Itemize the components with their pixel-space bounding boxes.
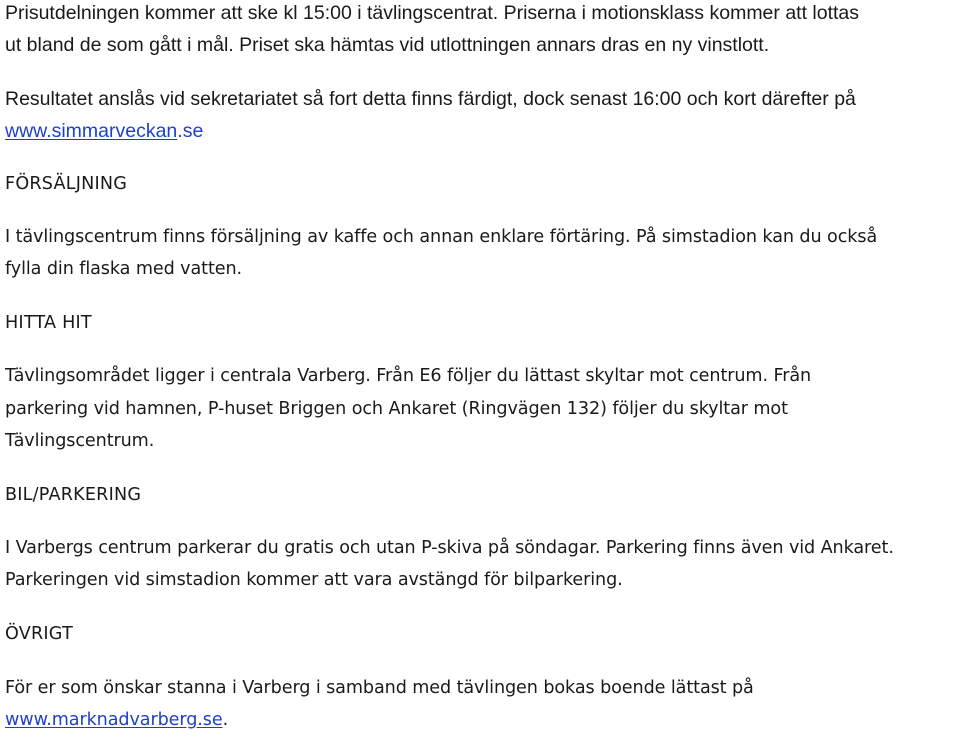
sales-paragraph-line-2: fylla din flaska med vatten. — [5, 259, 243, 279]
directions-paragraph-line-2: parkering vid hamnen, P-huset Briggen och Ankaret (Ringvägen 132) följer du skyltar mot — [5, 399, 788, 419]
results-paragraph-line-1: Resultatet anslås vid sekretariatet så fort detta finns färdigt, dock senast 16:00 och kort därefter på — [5, 88, 856, 110]
other-paragraph-line-2 — [5, 708, 228, 732]
results-paragraph-line-2 — [5, 119, 203, 143]
other-paragraph-line-1: För er som önskar stanna i Varberg i samband med tävlingen bokas boende lättast på — [5, 678, 754, 698]
other-paragraph-period: . — [222, 710, 229, 730]
directions-paragraph-line-3: Tävlingscentrum. — [5, 431, 155, 451]
other-heading: ÖVRIGT — [5, 624, 73, 644]
parking-paragraph-line-1: I Varbergs centrum parkerar du gratis och utan P-skiva på söndagar. Parkering finns även vid Ankaret. — [5, 538, 894, 558]
parking-paragraph-line-2: Parkeringen vid simstadion kommer att vara avstängd för bilparkering. — [5, 570, 623, 590]
prize-paragraph-line-1: Prisutdelningen kommer att ske kl 15:00 i tävlingscentrat. Priserna i motionsklass kommer att lottas — [5, 2, 860, 24]
directions-heading: HITTA HIT — [5, 313, 92, 333]
prize-paragraph-line-2: ut bland de som gått i mål. Priset ska hämtas vid utlottningen annars dras en ny vinstlott. — [5, 34, 770, 56]
simmarveckan-link[interactable]: www.simmarveckan — [5, 120, 178, 142]
simmarveckan-link-suffix[interactable]: .se — [177, 120, 204, 142]
sales-heading: FÖRSÄLJNING — [5, 174, 128, 194]
directions-paragraph-line-1: Tävlingsområdet ligger i centrala Varberg. Från E6 följer du lättast skyltar mot centrum. Från — [5, 366, 812, 386]
sales-paragraph-line-1: I tävlingscentrum finns försäljning av kaffe och annan enklare förtäring. På simstadion kan du också — [5, 227, 878, 247]
marknadvarberg-link[interactable]: www.marknadvarberg.se — [5, 710, 223, 730]
parking-heading: BIL/PARKERING — [5, 485, 142, 505]
